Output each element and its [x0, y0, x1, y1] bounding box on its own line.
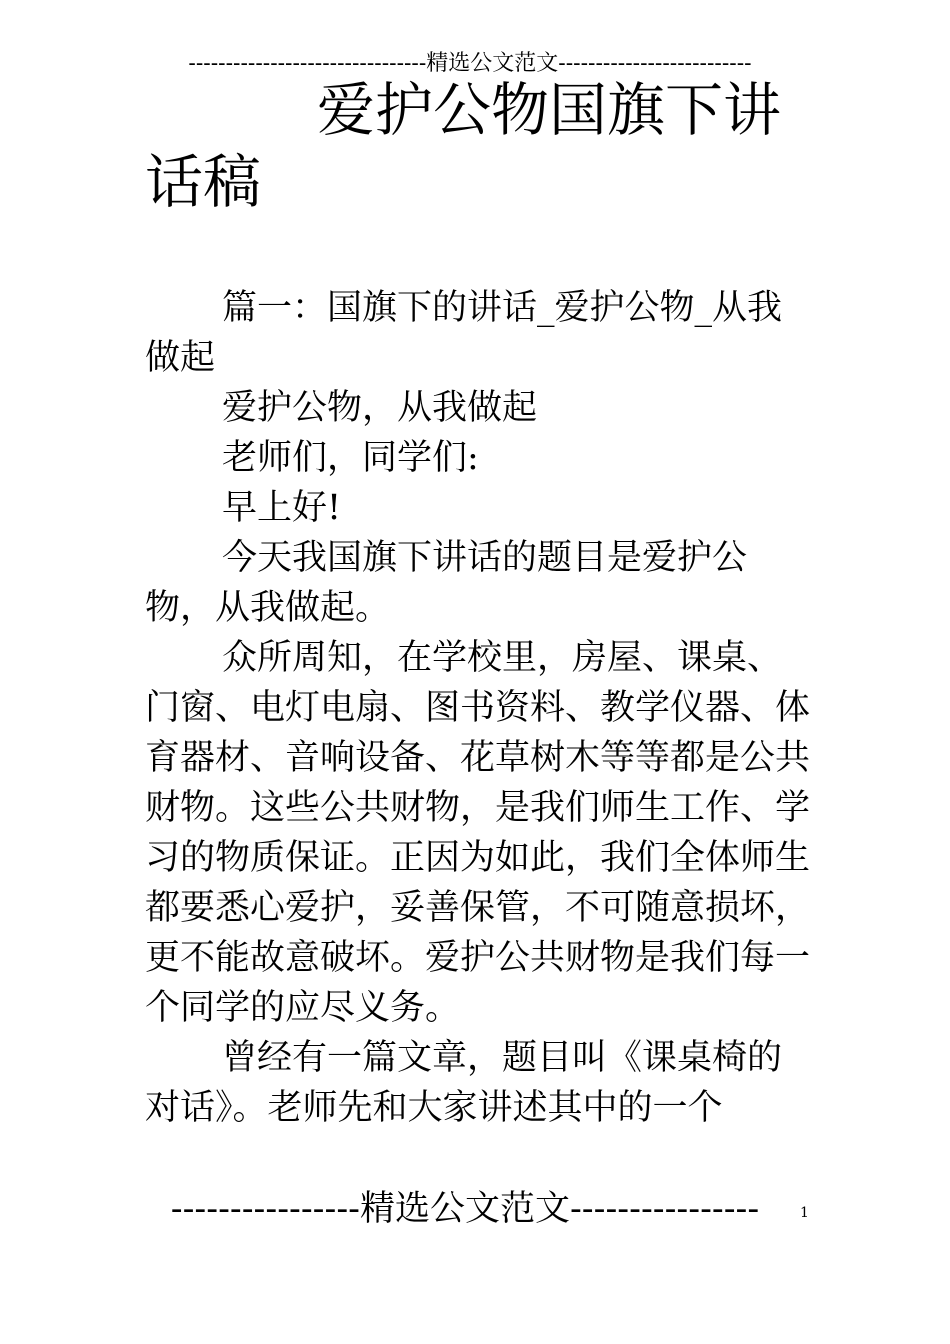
document-title: [145, 74, 805, 218]
paragraph-subtitle: 爱护公物，从我做起: [222, 388, 538, 428]
paragraph-story-intro: 曾经有一篇文章，题目叫《课桌椅的对话》。老师先和大家讲述其中的一个: [145, 1038, 783, 1128]
title-line-2: 话稿: [145, 148, 262, 216]
title-line-1: 爱护公物国旗下讲: [317, 76, 782, 144]
paragraph-heading: 篇一：国旗下的讲话_爱护公物_从我做起: [145, 288, 783, 378]
paragraph-topic: 今天我国旗下讲话的题目是爱护公物，从我做起。: [145, 538, 748, 628]
paragraph-public-property: 众所周知，在学校里，房屋、课桌、门窗、电灯电扇、图书资料、教学仪器、体育器材、音响设备、花草树木等等都是公共财物。这些公共财物，是我们师生工作、学习的物质保证。正因为如此，我们全体师生都要悉心爱护，妥善保管，不可随意损坏，更不能故意破坏。爱护公共财物是我们每一个同学的应尽义务。: [145, 638, 811, 1028]
document-body: [145, 283, 815, 1133]
page-header: --------------------------------精选公文范文--------------------------: [188, 51, 752, 76]
page-footer: ----------------精选公文范文----------------: [170, 1189, 760, 1229]
paragraph-greeting: 早上好!: [222, 488, 342, 528]
page-number: 1: [800, 1205, 809, 1221]
paragraph-greeting-audience: 老师们，同学们:: [222, 438, 479, 478]
